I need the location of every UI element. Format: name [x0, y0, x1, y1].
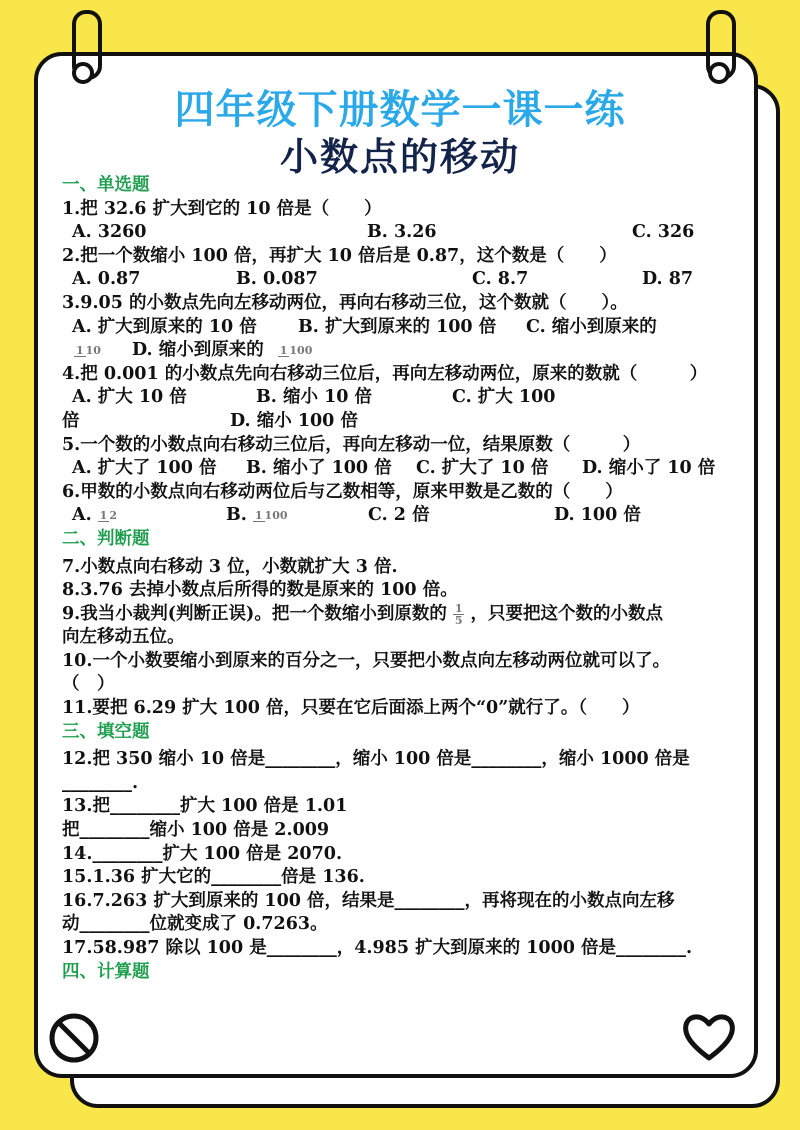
- question-4: 4.把 0.001 的小数点先向右移动三位后，再向左移动两位，原来的数就（ ）: [62, 363, 708, 384]
- worksheet-subtitle: 小数点的移动: [279, 135, 520, 179]
- option-c: C. 缩小到原来的: [526, 316, 657, 337]
- option-a: A. 扩大了 100 倍: [72, 458, 217, 479]
- question-1-options: [62, 221, 742, 245]
- option-a: A. 0.87: [72, 269, 141, 290]
- option-c: C. 2 倍: [368, 505, 430, 526]
- worksheet-content: [62, 174, 742, 984]
- option-d: D. 缩小到原来的: [132, 340, 264, 361]
- question-2-options: [62, 268, 742, 292]
- option-a: A. 1 2: [72, 505, 117, 526]
- option-b: B. 3.26: [367, 222, 437, 243]
- question-3-options: [62, 316, 742, 340]
- fraction-1-5: $\frac{1}{5}$: [454, 601, 463, 627]
- fill-14: 14.________扩大 100 倍是 2070.: [62, 843, 343, 864]
- fill-17: 17.58.987 除以 100 是________，4.985 扩大到原来的 1000 倍是________.: [62, 938, 693, 958]
- option-a: A. 扩大 10 倍: [72, 387, 187, 408]
- question-2: 2.把一个数缩小 100 倍，再扩大 10 倍后是 0.87，这个数是（ ）: [62, 245, 617, 266]
- question-4-options-cont: [62, 410, 742, 434]
- question-1: 1.把 32.6 扩大到它的 10 倍是（ ）: [62, 198, 382, 219]
- option-b: B. 扩大到原来的 100 倍: [298, 316, 497, 337]
- option-d: D. 缩小了 10 倍: [582, 458, 716, 479]
- fill-15: 15.1.36 扩大它的________倍是 136.: [62, 867, 365, 888]
- judge-10-cont: （ ）: [62, 674, 115, 695]
- option-d: D. 100 倍: [554, 505, 641, 526]
- option-b: B. 1 100: [226, 505, 288, 526]
- option-b: B. 0.087: [236, 269, 318, 290]
- option-a: A. 扩大到原来的 10 倍: [72, 316, 257, 337]
- no-sign-icon: [48, 1012, 100, 1064]
- fill-12-cont: ________.: [62, 772, 139, 793]
- section-heading-true-false: 二、判断题: [62, 528, 150, 549]
- question-5: 5.一个数的小数点向右移动三位后，再向左移动一位，结果原数（ ）: [62, 434, 641, 455]
- judge-7: 7.小数点向右移动 3 位，小数就扩大 3 倍.: [62, 556, 398, 577]
- heart-icon: [680, 1010, 738, 1064]
- fill-13: 13.把________扩大 100 倍是 1.01: [62, 796, 348, 817]
- fill-12: 12.把 350 缩小 10 倍是________，缩小 100 倍是________，缩小 1000 倍是: [62, 749, 690, 770]
- question-3-options-cont: [62, 339, 742, 363]
- option-c: C. 扩大 100: [452, 387, 556, 408]
- judge-9-cont: 向左移动五位。: [62, 627, 185, 648]
- worksheet-title: 四年级下册数学一课一练: [174, 87, 626, 133]
- fill-13-cont: 把________缩小 100 倍是 2.009: [62, 820, 330, 841]
- fill-16-cont: 动________位就变成了 0.7263。: [62, 914, 328, 935]
- option-c: C. 8.7: [472, 269, 529, 290]
- option-b: B. 缩小了 100 倍: [246, 458, 392, 479]
- fill-16: 16.7.263 扩大到原来的 100 倍，结果是________，再将现在的小数点向左移: [62, 890, 675, 911]
- section-heading-fill-blank: 三、填空题: [62, 721, 150, 742]
- judge-11: 11.要把 6.29 扩大 100 倍，只要在它后面添上两个“0”就行了。（ ）: [62, 698, 640, 719]
- option-d: D. 缩小 100 倍: [230, 410, 358, 431]
- option-d: D. 87: [642, 269, 694, 290]
- fraction-1-100: 1 100: [279, 343, 313, 357]
- judge-8: 8.3.76 去掉小数点后所得的数是原来的 100 倍。: [62, 580, 458, 601]
- question-6: 6.甲数的小数点向右移动两位后与乙数相等，原来甲数是乙数的（ ）: [62, 481, 623, 502]
- option-c: C. 扩大了 10 倍: [416, 458, 549, 479]
- option-c: C. 326: [632, 222, 695, 243]
- question-6-options: [62, 504, 742, 528]
- judge-10: 10.一个小数要缩小到原来的百分之一，只要把小数点向左移动两位就可以了。: [62, 650, 670, 671]
- option-c-continued: 倍: [62, 410, 80, 431]
- option-b: B. 缩小 10 倍: [256, 387, 373, 408]
- option-a: A. 3260: [72, 222, 147, 243]
- question-5-options: [62, 457, 742, 481]
- question-4-options: [62, 386, 742, 410]
- section-heading-single-choice: 一、单选题: [62, 175, 150, 195]
- judge-9: 9.我当小裁判(判断正误)。把一个数缩小到原数的 $\frac{1}{5}$ ，只要把这个数的小数点: [62, 601, 663, 627]
- question-3: 3.9.05 的小数点先向左移动两位，再向右移动三位，这个数就（ ）。: [62, 292, 628, 313]
- fraction-1-10: 1 10: [76, 343, 101, 357]
- section-heading-calculation: 四、计算题: [62, 961, 150, 982]
